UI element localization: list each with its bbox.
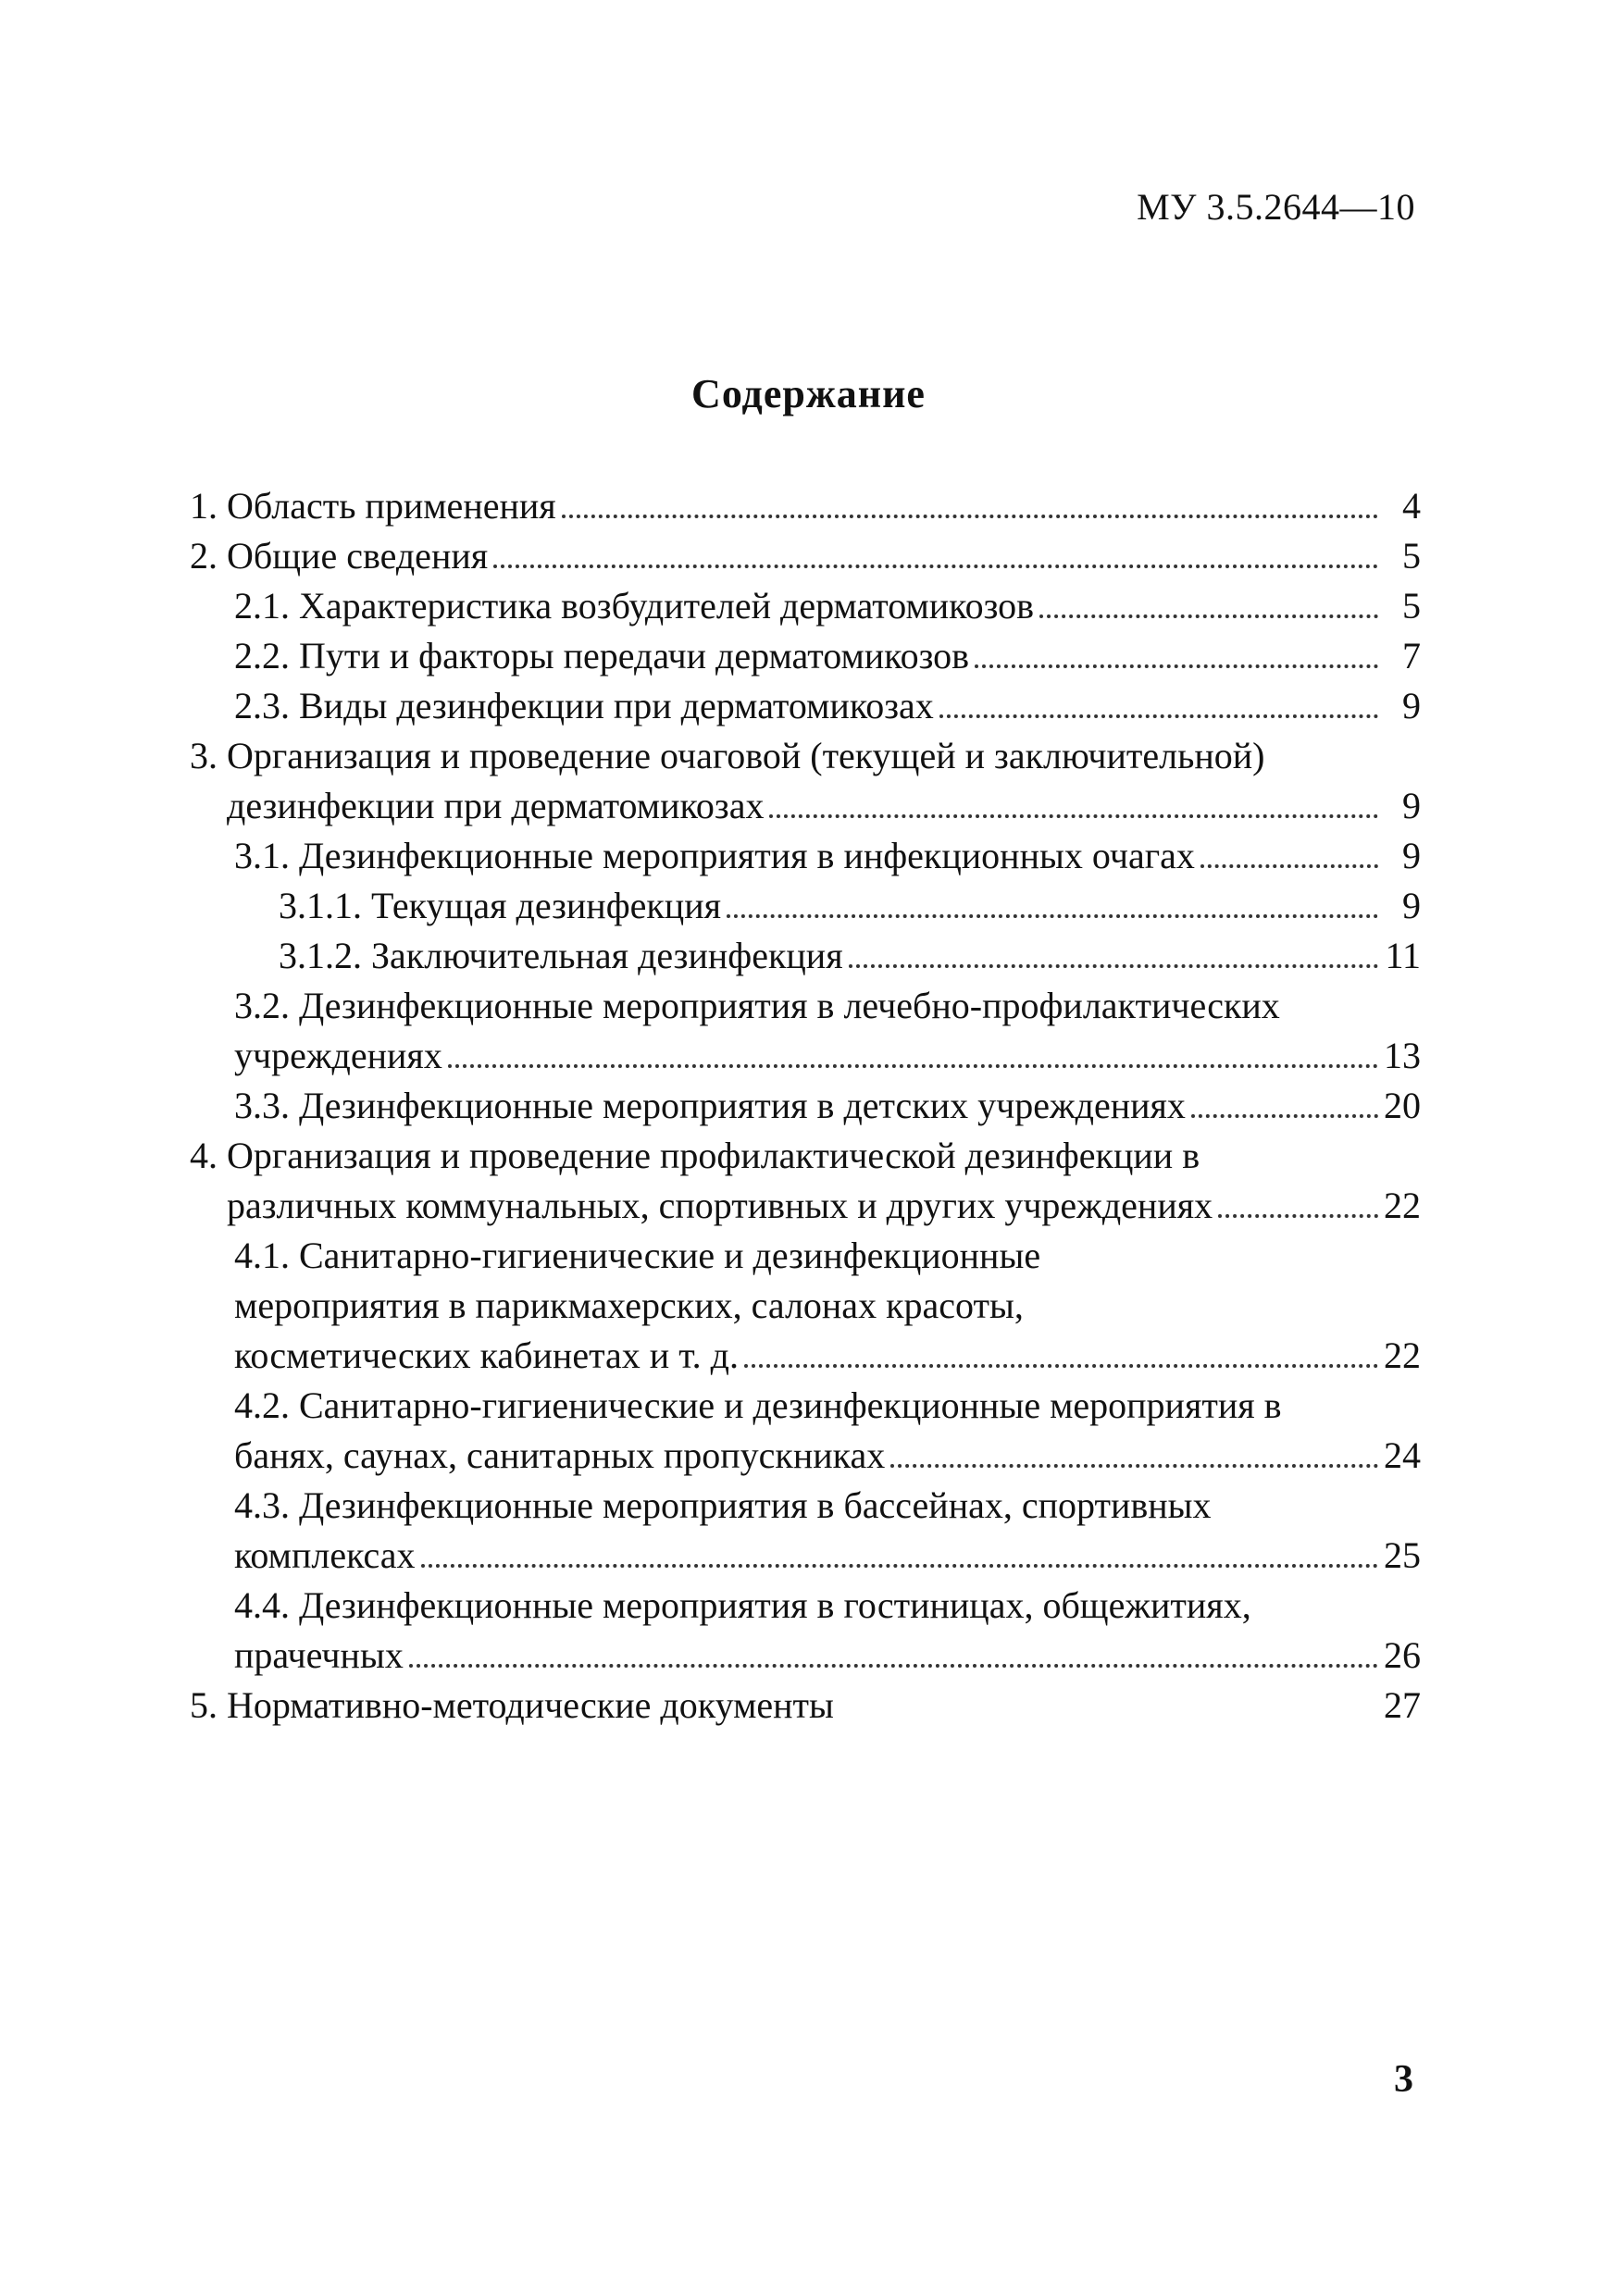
toc-leader-dots (769, 814, 1378, 818)
toc-entry-4-3-line2[interactable] (190, 1531, 1421, 1581)
toc-entry-page: 26 (1384, 1634, 1421, 1676)
toc-entry-3-3[interactable] (190, 1081, 1421, 1131)
toc-entry-4-line2[interactable] (190, 1181, 1421, 1231)
toc-entry-3-2-line1[interactable] (190, 981, 1421, 1031)
toc-entry-label: 4.4. Дезинфекционные мероприятия в гостиницах, общежитиях, (234, 1584, 1251, 1626)
table-of-contents (190, 481, 1421, 1731)
toc-entry-label: 2.1. Характеристика возбудителей дерматомикозов (234, 585, 1035, 627)
toc-entry-label: 3.1.1. Текущая дезинфекция (279, 885, 722, 926)
toc-leader-dots (1200, 864, 1378, 868)
toc-entry-label: учреждениях (234, 1035, 442, 1076)
toc-entry-label: комплексах (234, 1534, 416, 1576)
toc-entry-page: 9 (1402, 785, 1421, 826)
toc-entry-label: 4. Организация и проведение профилактической дезинфекции в (190, 1135, 1200, 1176)
toc-entry-label: различных коммунальных, спортивных и других учреждениях (227, 1185, 1213, 1226)
toc-entry-4-2-line2[interactable] (190, 1431, 1421, 1481)
toc-leader-dots (727, 914, 1378, 918)
toc-entry-page: 5 (1402, 535, 1421, 577)
toc-entry-4-line1[interactable] (190, 1131, 1421, 1181)
toc-entry-5[interactable] (190, 1681, 1421, 1731)
toc-entry-label: 4.2. Санитарно-гигиенические и дезинфекционные мероприятия в (234, 1384, 1282, 1426)
toc-entry-2-3[interactable] (190, 681, 1421, 731)
toc-title: Содержание (691, 371, 926, 416)
toc-entry-label: 4.3. Дезинфекционные мероприятия в бассейнах, спортивных (234, 1484, 1212, 1526)
toc-entry-4-2-line1[interactable] (190, 1381, 1421, 1431)
toc-entry-3-1-1[interactable] (190, 881, 1421, 931)
toc-entry-3-2-line2[interactable] (190, 1031, 1421, 1081)
toc-leader-dots (1191, 1114, 1378, 1118)
toc-entry-page: 9 (1402, 835, 1421, 876)
toc-entry-3-1-2[interactable] (190, 931, 1421, 981)
toc-entry-page: 22 (1384, 1334, 1421, 1376)
toc-entry-page: 5 (1402, 585, 1421, 627)
toc-entry-label: 3.1.2. Заключительная дезинфекция (279, 935, 843, 976)
toc-entry-label: мероприятия в парикмахерских, салонах красоты, (234, 1285, 1024, 1326)
toc-entry-1[interactable] (190, 481, 1421, 531)
toc-entry-label: 1. Область применения (190, 485, 556, 527)
toc-entry-label: косметических кабинетах и т. д. (234, 1334, 740, 1376)
toc-entry-page: 7 (1402, 635, 1421, 676)
toc-entry-page: 9 (1402, 885, 1421, 926)
toc-entry-label: 2. Общие сведения (190, 535, 489, 577)
toc-entry-label: дезинфекции при дерматомикозах (227, 785, 765, 826)
toc-leader-dots (890, 1464, 1378, 1468)
toc-entry-4-3-line1[interactable] (190, 1481, 1421, 1531)
toc-leader-dots (849, 964, 1378, 968)
toc-entry-3-line2[interactable] (190, 781, 1421, 831)
toc-entry-label: 2.2. Пути и факторы передачи дерматомикозов (234, 635, 970, 676)
page-number: 3 (1394, 2058, 1413, 2101)
toc-entry-2-1[interactable] (190, 581, 1421, 631)
toc-entry-label: прачечных (234, 1634, 404, 1676)
toc-leader-dots (744, 1364, 1378, 1368)
toc-entry-4-4-line2[interactable] (190, 1631, 1421, 1681)
toc-entry-4-4-line1[interactable] (190, 1581, 1421, 1631)
toc-entry-label: 5. Нормативно-методические документы (190, 1684, 834, 1726)
toc-entry-page: 4 (1402, 485, 1421, 527)
toc-leader-dots (975, 664, 1378, 668)
toc-entry-4-1-line2[interactable] (190, 1281, 1421, 1331)
toc-leader-dots (939, 714, 1378, 718)
toc-leader-dots (421, 1564, 1378, 1568)
toc-entry-page: 25 (1384, 1534, 1421, 1576)
toc-entry-label: 3.2. Дезинфекционные мероприятия в лечебно-профилактических (234, 985, 1280, 1026)
toc-leader-dots (1218, 1214, 1378, 1218)
toc-entry-3-1[interactable] (190, 831, 1421, 881)
toc-entry-page: 9 (1402, 685, 1421, 726)
toc-entry-4-1-line3[interactable] (190, 1331, 1421, 1381)
toc-entry-page: 27 (1384, 1684, 1421, 1726)
toc-entry-page: 22 (1384, 1185, 1421, 1226)
toc-leader-dots (562, 515, 1378, 518)
toc-entry-page: 11 (1385, 935, 1421, 976)
document-code: МУ 3.5.2644—10 (1137, 186, 1415, 228)
toc-entry-page: 20 (1384, 1085, 1421, 1126)
toc-entry-label: 3.1. Дезинфекционные мероприятия в инфекционных очагах (234, 835, 1195, 876)
toc-entry-2-2[interactable] (190, 631, 1421, 681)
toc-entry-3-line1[interactable] (190, 731, 1421, 781)
toc-entry-label: банях, саунах, санитарных пропускниках (234, 1434, 886, 1476)
toc-entry-page: 13 (1384, 1035, 1421, 1076)
toc-entry-page: 24 (1384, 1434, 1421, 1476)
toc-leader-dots (448, 1064, 1378, 1068)
toc-entry-2[interactable] (190, 531, 1421, 581)
toc-leader-dots (493, 565, 1378, 568)
toc-entry-4-1-line1[interactable] (190, 1231, 1421, 1281)
toc-leader-dots (1039, 614, 1378, 618)
toc-leader-dots (409, 1664, 1378, 1668)
toc-entry-label: 3. Организация и проведение очаговой (текущей и заключительной) (190, 735, 1265, 776)
toc-entry-label: 2.3. Виды дезинфекции при дерматомикозах (234, 685, 934, 726)
toc-entry-label: 3.3. Дезинфекционные мероприятия в детских учреждениях (234, 1085, 1186, 1126)
toc-entry-label: 4.1. Санитарно-гигиенические и дезинфекционные (234, 1235, 1041, 1276)
